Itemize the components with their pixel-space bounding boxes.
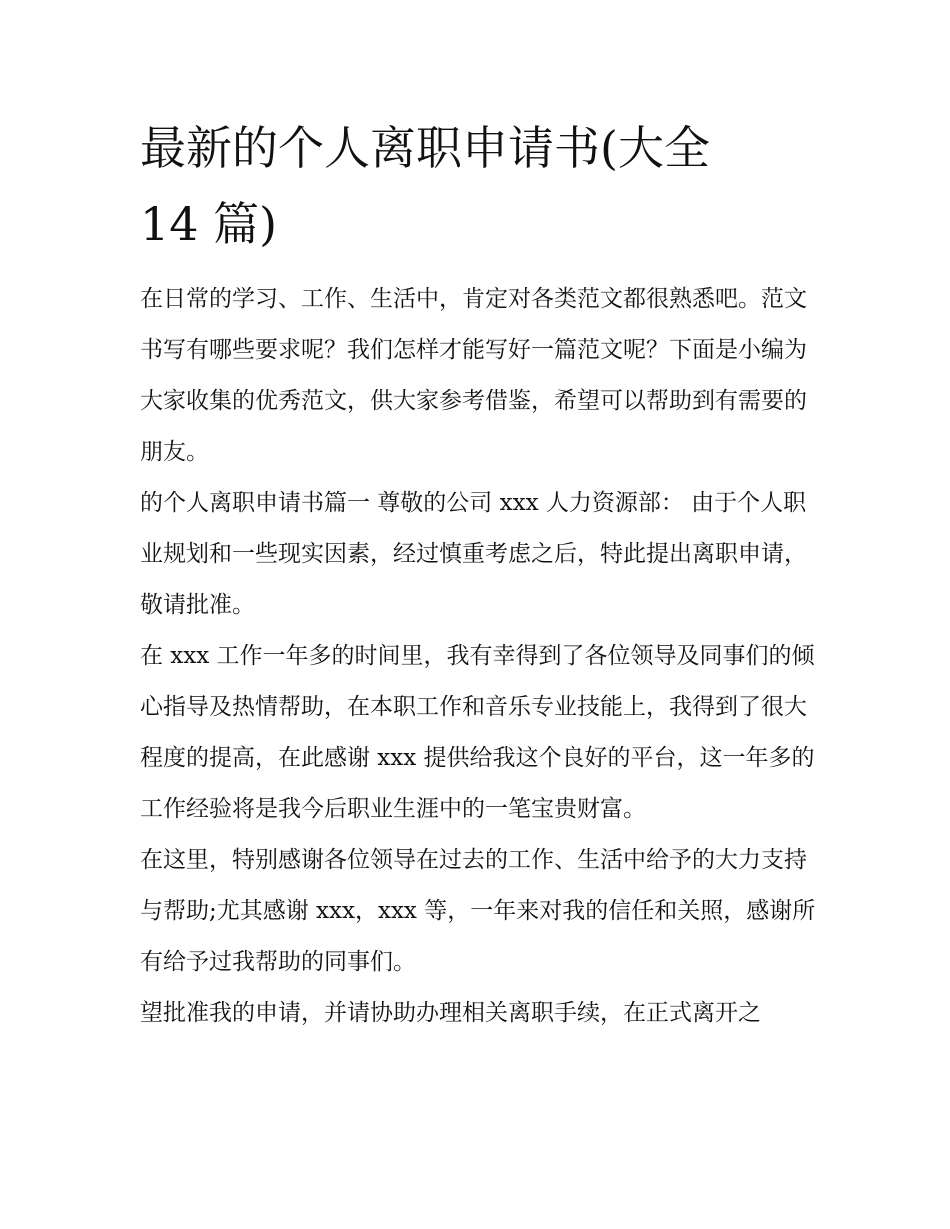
document-body	[140, 110, 820, 1039]
paragraph-intro: 在日常的学习、工作、生活中，肯定对各类范文都很熟悉吧。范文书写有哪些要求呢？我们怎样才能写好一篇范文呢？下面是小编为大家收集的优秀范文，供大家参考借鉴，希望可以帮助到有需要的朋友。	[140, 286, 807, 465]
document-title	[140, 110, 820, 262]
title-line-1: 最新的个人离职申请书(大全	[140, 121, 710, 175]
title-line-2: 14 篇)	[140, 197, 278, 251]
paragraph-request: 望批准我的申请，并请协助办理相关离职手续，在正式离开之	[140, 1000, 761, 1026]
paragraph-thanks: 在这里，特别感谢各位领导在过去的工作、生活中给予的大力支持与帮助;尤其感谢 xxx，xxx 等，一年来对我的信任和关照，感谢所有给予过我帮助的同事们。	[140, 847, 816, 975]
paragraph-gratitude: 在 xxx 工作一年多的时间里，我有幸得到了各位领导及同事们的倾心指导及热情帮助，在本职工作和音乐专业技能上，我得到了很大程度的提高，在此感谢 xxx 提供给我这个良好的平台，这一年多的工作经验将是我今后职业生涯中的一笔宝贵财富。	[140, 643, 815, 822]
paragraph-salutation: 的个人离职申请书篇一 尊敬的公司 xxx 人力资源部： 由于个人职业规划和一些现实因素，经过慎重考虑之后，特此提出离职申请，敬请批准。	[140, 490, 807, 618]
